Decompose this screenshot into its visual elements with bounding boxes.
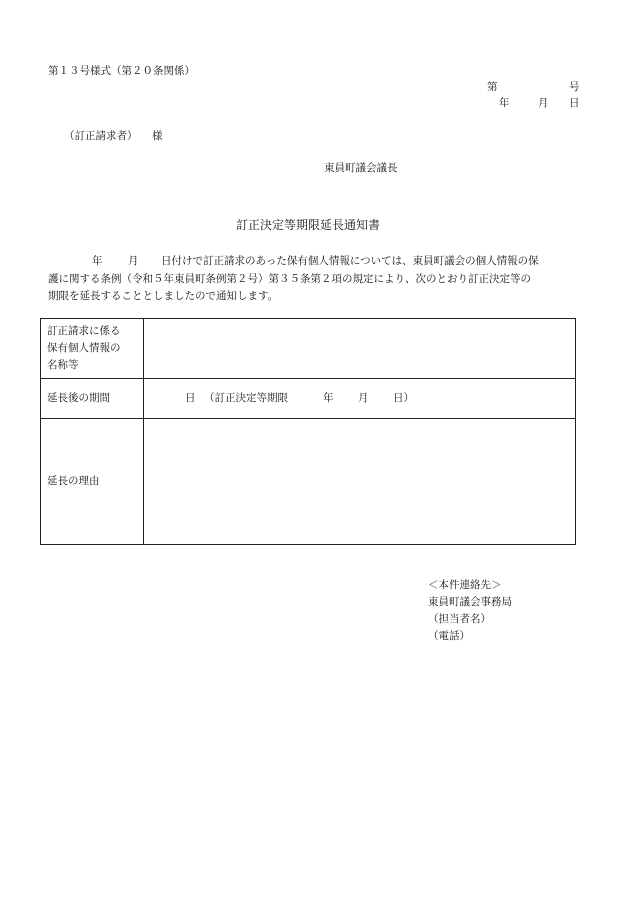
date-month-label: 月 [538,97,549,109]
contact-office: 東員町議会事務局 [428,596,512,608]
extended-period-month-label: 月 [358,392,369,404]
extended-period-deadline-label: （訂正決定等期限 [204,392,288,404]
extension-info-table [40,318,576,545]
sender-name: 東員町議会議長 [324,162,398,174]
table-label-extended-period: 延長後の期間 [47,392,110,404]
table-label-line: 保有個人情報の [47,342,121,354]
extended-period-year-label: 年 [323,392,334,404]
table-row-extended-period [41,379,575,419]
document-number-label: 第 [487,81,498,93]
table-label-extension-reason: 延長の理由 [47,475,100,487]
extended-period-day-close-label: 日） [393,392,414,404]
document-number-suffix: 号 [569,81,580,93]
table-label-line: 訂正請求に係る [47,325,121,337]
body-paragraph-line-1: 日付けで訂正請求のあった保有個人情報については、東員町議会の個人情報の保 [161,255,539,267]
extended-period-day-label: 日 [185,392,196,404]
addressee-honorific: 様 [152,130,163,142]
contact-phone-label: （電話） [428,630,470,642]
body-date-year: 年 [92,255,103,267]
document-title: 訂正決定等期限延長通知書 [236,218,381,232]
addressee-label: （訂正請求者） [64,130,138,142]
table-label-info-name [47,323,121,374]
contact-heading: ＜本件連絡先＞ [428,579,502,591]
contact-person-label: （担当者名） [428,613,491,625]
table-column-divider [143,319,144,544]
form-number: 第１３号様式（第２０条関係） [48,65,195,77]
table-label-line: 名称等 [47,359,79,371]
body-date-month: 月 [128,255,139,267]
body-paragraph-line-3: 期限を延長することとしましたので通知します。 [48,290,279,302]
table-row-info-name [41,319,575,379]
date-year-label: 年 [499,97,510,109]
body-paragraph-line-2: 護に関する条例（令和５年東員町条例第２号）第３５条第２項の規定により、次のとおり訂正決定等の [48,273,531,285]
date-day-label: 日 [569,97,580,109]
table-row-extension-reason [41,419,575,544]
